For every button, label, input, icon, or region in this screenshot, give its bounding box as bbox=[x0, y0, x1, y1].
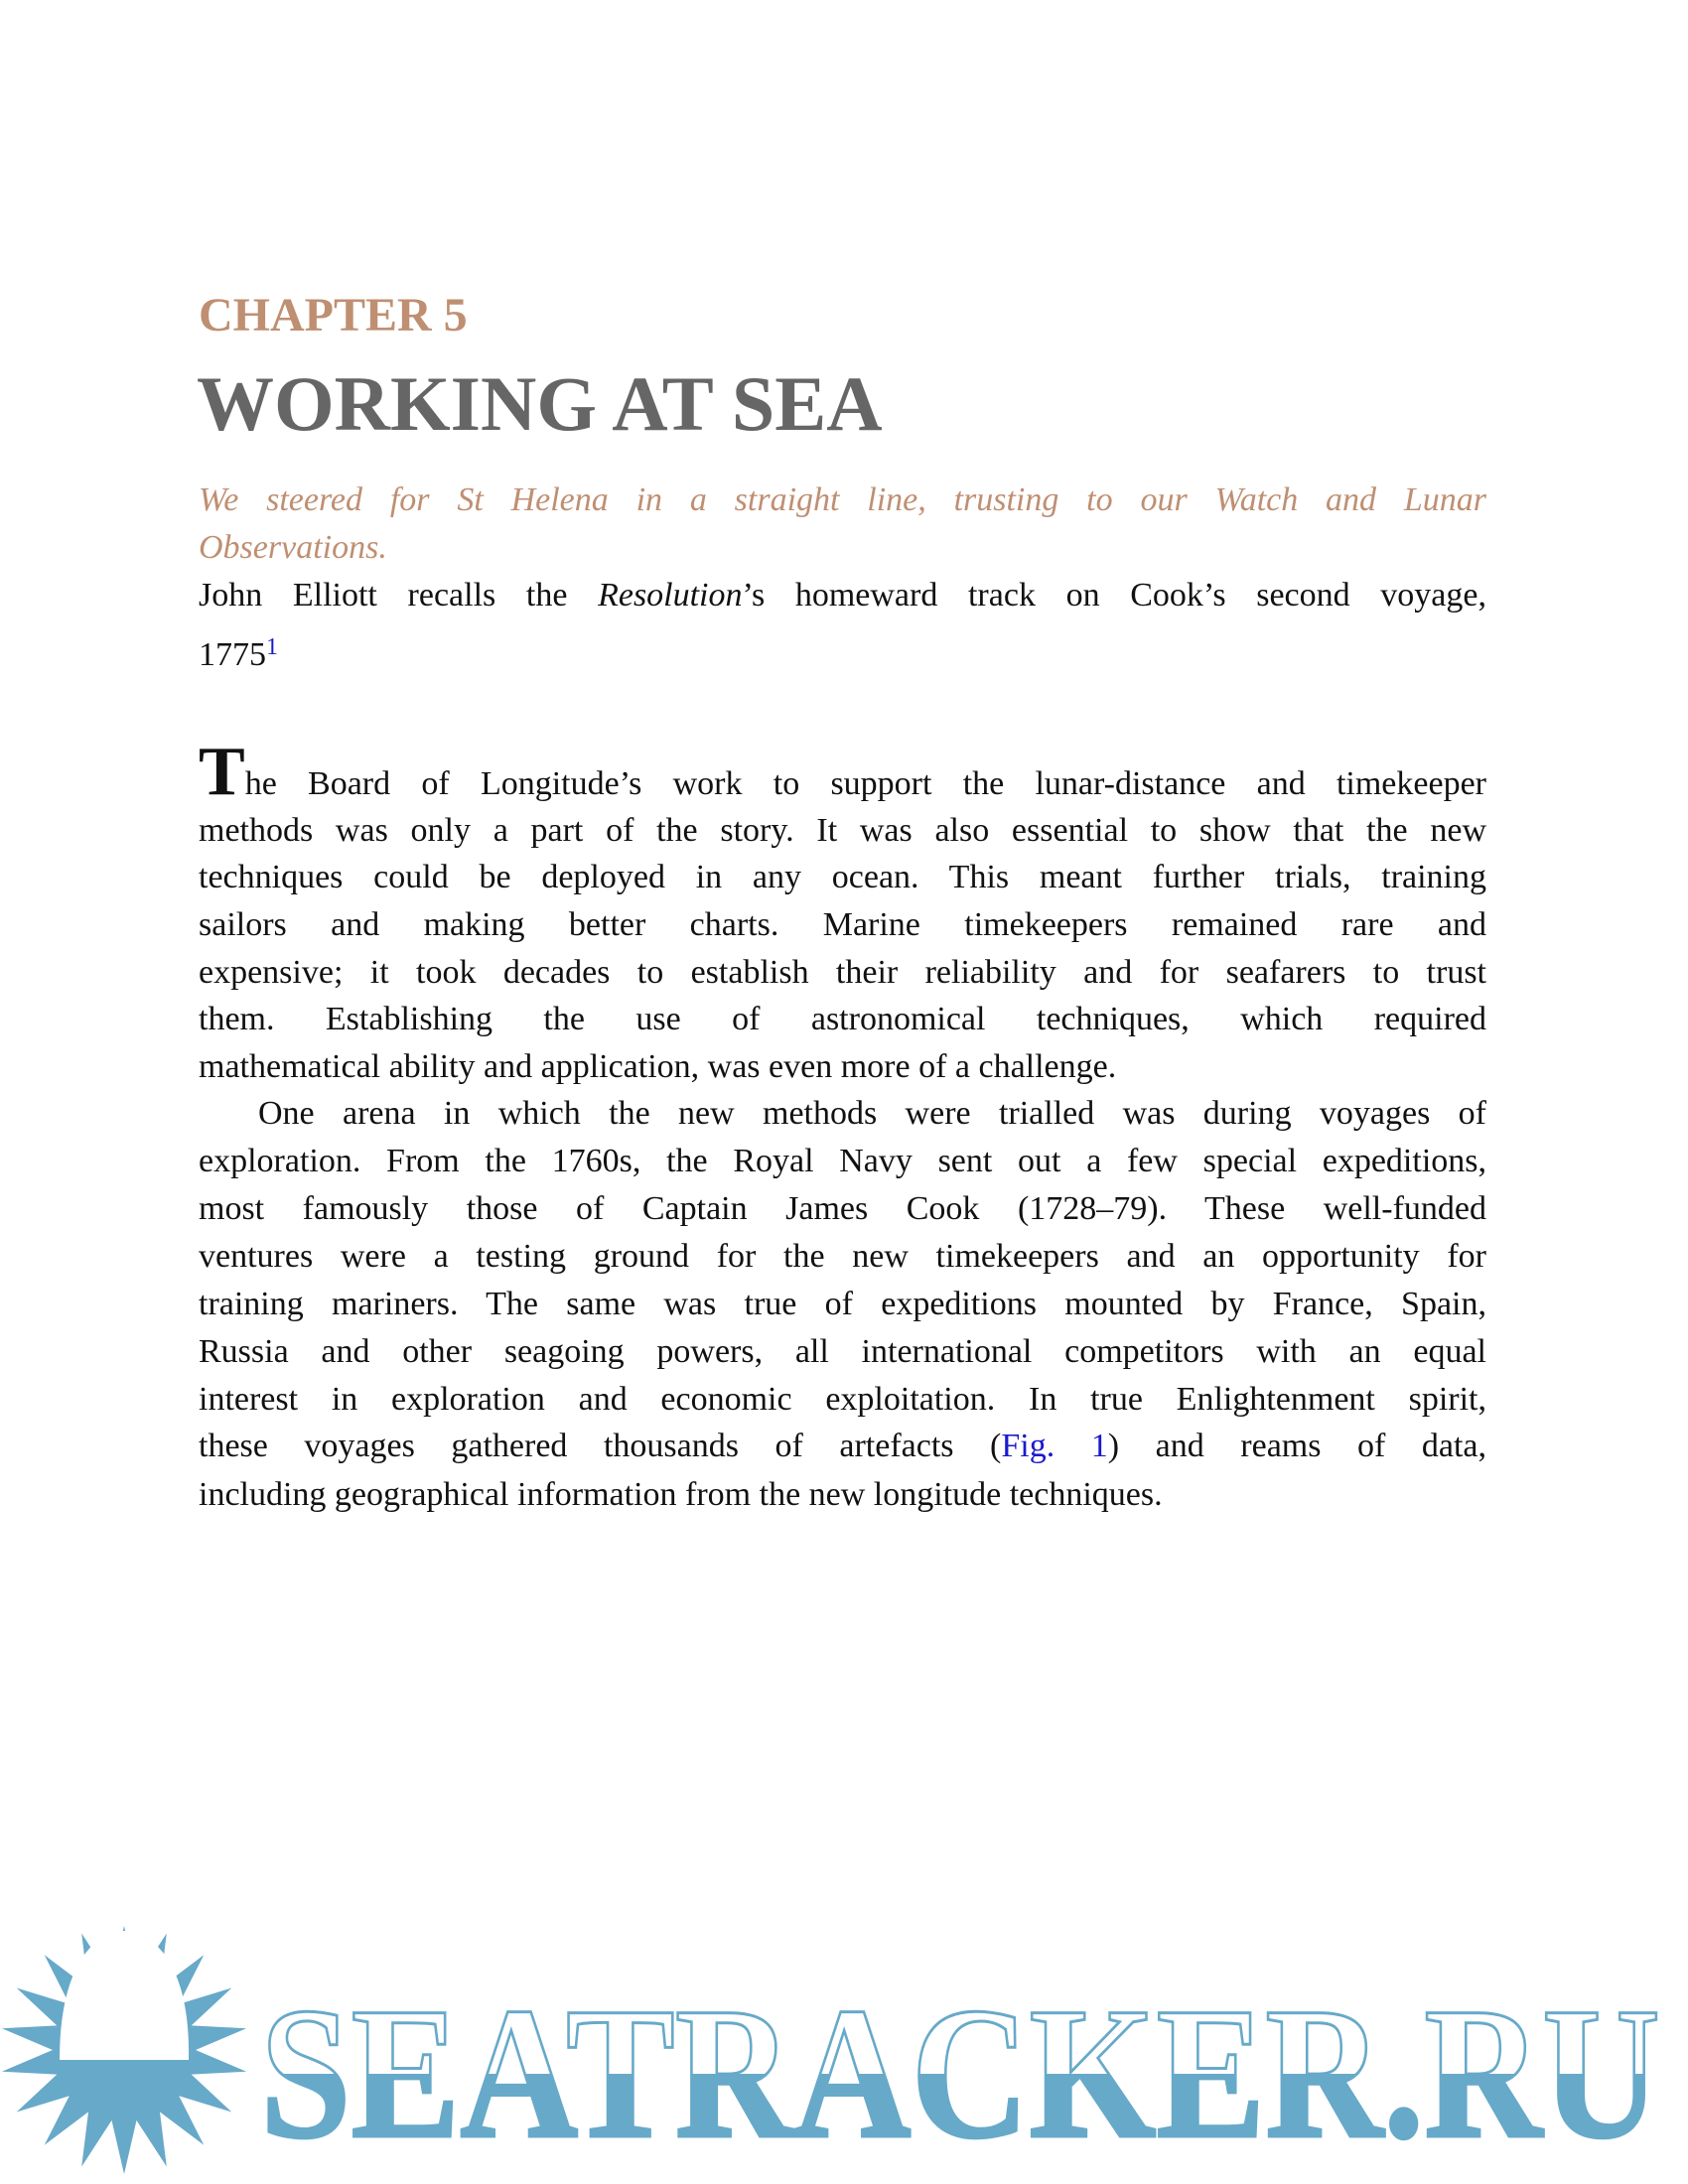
paragraph2-line: One arena in which the new methods were trialled was during voyages of bbox=[258, 1095, 1486, 1132]
paragraph2-line bbox=[199, 1427, 1486, 1466]
sun-logo-icon bbox=[2, 1926, 246, 2174]
attribution-year-line bbox=[199, 635, 1486, 675]
epigraph-attribution bbox=[199, 576, 1486, 615]
line-text: ) and reams of data, bbox=[1107, 1428, 1487, 1464]
paragraph1-line bbox=[199, 1000, 1486, 1039]
line-text: methods was only a part of the story. It was also essential to show that the new bbox=[199, 812, 1486, 849]
paragraph2-line: including geographical information from the new longitude techniques. bbox=[199, 1476, 1163, 1513]
line-text: sailors and making better charts. Marine timekeepers remained rare and bbox=[199, 906, 1486, 943]
line-text: mathematical ability and application, was even more of a challenge. bbox=[199, 1048, 1117, 1085]
ship-name: Resolution bbox=[598, 577, 743, 614]
chapter-title: WORKING AT SEA bbox=[197, 360, 883, 447]
epigraph-line: Observations. bbox=[199, 529, 387, 566]
paragraph2-line: Russia and other seagoing powers, all international competitors with an equal bbox=[199, 1333, 1486, 1370]
figure-link[interactable]: Fig. 1 bbox=[1001, 1428, 1108, 1464]
epigraph-line: We steered for St Helena in a straight line, trusting to our Watch and Lunar bbox=[199, 481, 1486, 518]
chapter-label: CHAPTER 5 bbox=[199, 289, 468, 341]
drop-cap: T bbox=[199, 734, 245, 810]
paragraph2-line: training mariners. The same was true of expeditions mounted by France, Spain, bbox=[199, 1286, 1486, 1322]
footnote-link[interactable]: 1 bbox=[266, 634, 278, 660]
paragraph2-line: interest in exploration and economic exploitation. In true Enlightenment spirit, bbox=[199, 1381, 1486, 1418]
paragraph1-line bbox=[199, 1047, 1486, 1087]
line-text: expensive; it took decades to establish their reliability and for seafarers to trust bbox=[199, 954, 1486, 991]
attribution-text: ’s homeward track on Cook’s second voyage, bbox=[742, 577, 1486, 614]
attribution-year: 1775 bbox=[199, 636, 266, 673]
watermark-text: SEATRACKER.RU bbox=[260, 1970, 1660, 2178]
paragraph2-line: most famously those of Captain James Cook (1728–79). These well-funded bbox=[199, 1190, 1486, 1227]
paragraph1-line bbox=[199, 811, 1486, 851]
line-text: these voyages gathered thousands of artefacts ( bbox=[199, 1428, 1002, 1464]
paragraph1-line bbox=[199, 905, 1486, 945]
line-text: techniques could be deployed in any ocean. This meant further trials, training bbox=[199, 859, 1486, 895]
paragraph1-line bbox=[199, 858, 1486, 897]
line-text: them. Establishing the use of astronomical techniques, which required bbox=[199, 1001, 1486, 1037]
watermark bbox=[0, 1926, 1688, 2184]
attribution-text: John Elliott recalls the bbox=[199, 577, 599, 614]
paragraph1-line bbox=[199, 953, 1486, 993]
paragraph1-line bbox=[199, 734, 1486, 810]
paragraph2-line: exploration. From the 1760s, the Royal Navy sent out a few special expeditions, bbox=[199, 1143, 1486, 1179]
line-text: he Board of Longitude’s work to support the lunar-distance and timekeeper bbox=[244, 765, 1486, 802]
paragraph2-line: ventures were a testing ground for the new timekeepers and an opportunity for bbox=[199, 1238, 1486, 1275]
